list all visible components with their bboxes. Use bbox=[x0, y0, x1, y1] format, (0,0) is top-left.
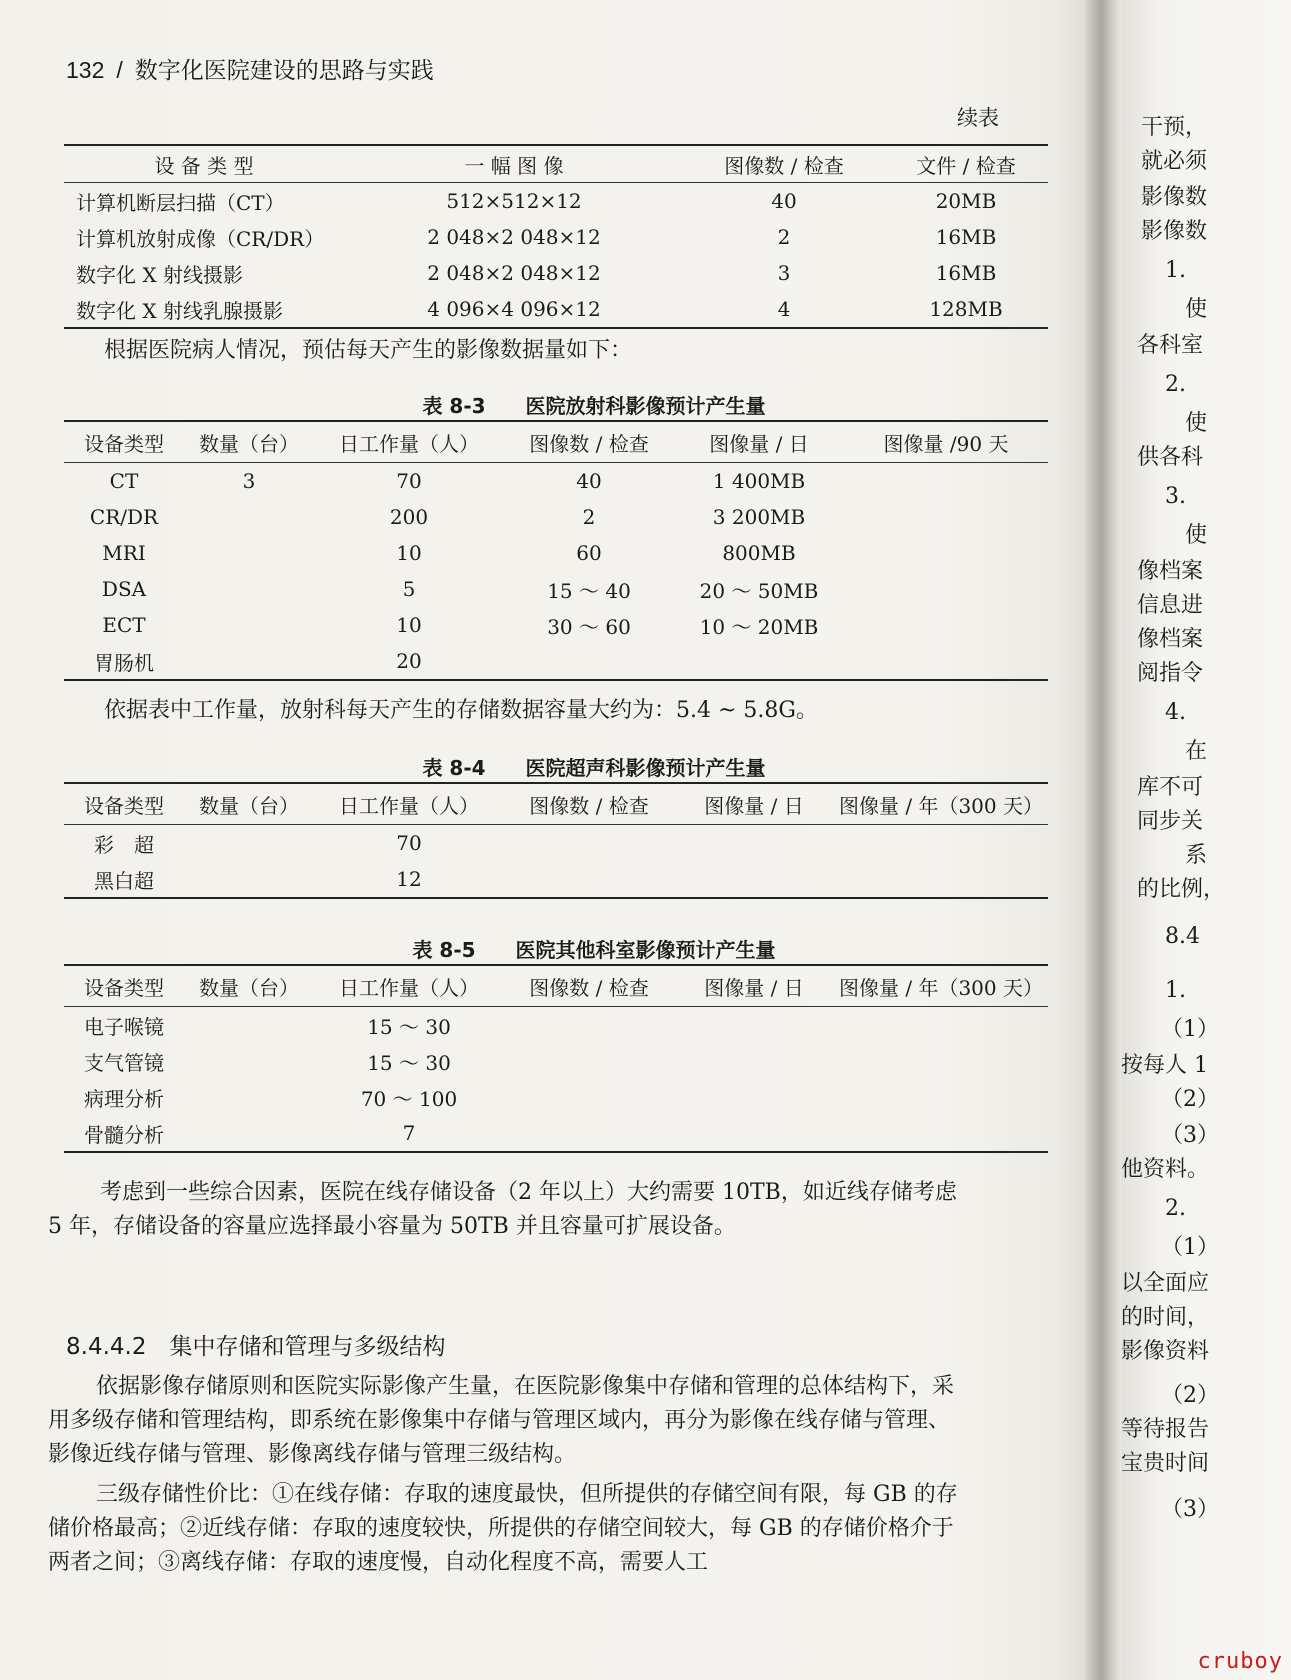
column-header: 设 备 类 型 bbox=[154, 153, 254, 178]
right-page-fragment: 就必须 bbox=[1141, 149, 1208, 174]
table-cell: 15 ～ 30 bbox=[367, 1014, 451, 1039]
column-header: 数量（台） bbox=[199, 793, 299, 818]
right-page-fragment: （1） bbox=[1161, 1017, 1219, 1042]
table-cell: 彩 超 bbox=[94, 832, 154, 857]
table-cell bbox=[844, 643, 1048, 680]
table-row bbox=[64, 825, 1048, 862]
book-title: 数字化医院建设的思路与实践 bbox=[134, 57, 434, 83]
table-cell bbox=[184, 825, 314, 862]
table-cell bbox=[504, 1007, 674, 1044]
column-header: 图像量 / 年（300 天） bbox=[839, 793, 1043, 818]
table-cell: 16MB bbox=[935, 225, 997, 249]
section-heading: 8.4.4.2 集中存储和管理与多级结构 bbox=[66, 1334, 446, 1360]
right-page-fragment: 系 bbox=[1185, 843, 1208, 868]
table-cell bbox=[674, 861, 834, 898]
para-multilevel: 依据影像存储原则和医院实际影像产生量，在医院影像集中存储和管理的总体结构下，采用多级存储和管理结构，即系统在影像集中存储与管理区域内，再分为影像在线存储与管理、影像近线存储与管理、影像离线存储与管理三级结构。 bbox=[48, 1374, 955, 1467]
right-page-fragment: 影像资料 bbox=[1121, 1339, 1210, 1364]
table-cell bbox=[184, 607, 314, 643]
table-cell: 胃肠机 bbox=[94, 650, 154, 675]
table-cell bbox=[184, 1007, 314, 1044]
right-page-fragment: （2） bbox=[1161, 1383, 1219, 1408]
column-header: 文件 / 检查 bbox=[916, 153, 1016, 178]
table-cell: 40 bbox=[576, 469, 602, 493]
column-header: 图像数 / 检查 bbox=[724, 153, 844, 178]
table-cell: 病理分析 bbox=[84, 1086, 164, 1111]
right-page-fragment: 影像数 bbox=[1141, 185, 1208, 210]
table-cell bbox=[184, 1043, 314, 1079]
para-three-level: 三级存储性价比：①在线存储：存取的速度最快，但所提供的存储空间有限，每 GB 的存储价格最高；②近线存储：存取的速度较快，所提供的存储空间较大，每 GB 的存储价格介于两者之间；③离线存储：存取的速度慢，自动化程度不高，需要人工 bbox=[48, 1482, 958, 1575]
table-cell bbox=[834, 825, 1048, 862]
right-page-fragment: 2. bbox=[1165, 372, 1186, 397]
column-header: 数量（台） bbox=[199, 431, 299, 456]
right-page-fragment: 等待报告 bbox=[1121, 1417, 1210, 1442]
right-page-fragment: 阅指令 bbox=[1137, 661, 1204, 686]
table-cell bbox=[674, 643, 844, 680]
right-page-fragment: 他资料。 bbox=[1121, 1157, 1210, 1182]
header-separator: / bbox=[116, 57, 123, 83]
column-header: 设备类型 bbox=[84, 793, 164, 818]
table-cell: 2 bbox=[582, 505, 596, 529]
right-page-fragment: 使 bbox=[1185, 411, 1208, 436]
table-cell bbox=[504, 825, 674, 862]
table-cell: 16MB bbox=[935, 261, 997, 285]
table-cell bbox=[184, 571, 314, 607]
table-continued bbox=[64, 144, 1048, 329]
right-page-fragment: 使 bbox=[1185, 523, 1208, 548]
column-header: 图像量 / 年（300 天） bbox=[839, 975, 1043, 1000]
table-row bbox=[64, 255, 1048, 291]
table-cell bbox=[184, 499, 314, 535]
table-cell bbox=[674, 1079, 834, 1115]
table-cell: 黑白超 bbox=[94, 868, 154, 893]
table-cell: 15 ～ 40 bbox=[547, 578, 631, 603]
table-cell bbox=[834, 861, 1048, 898]
table-cell bbox=[834, 1115, 1048, 1152]
para-radiology: 依据表中工作量，放射科每天产生的存储数据容量大约为：5.4 ~ 5.8G。 bbox=[104, 698, 818, 723]
table-8-5-caption: 表 8-5 医院其他科室影像预计产生量 bbox=[412, 938, 776, 962]
table-cell bbox=[834, 1043, 1048, 1079]
column-header: 日工作量（人） bbox=[339, 975, 479, 1000]
table-row bbox=[64, 183, 1048, 220]
right-page-fragment: 信息进 bbox=[1137, 593, 1204, 618]
table-row bbox=[64, 1115, 1048, 1152]
table-cell bbox=[504, 643, 674, 680]
table-cell: 骨髓分析 bbox=[84, 1122, 164, 1147]
book-gutter bbox=[1085, 0, 1121, 1680]
right-page-fragment: （1） bbox=[1161, 1235, 1219, 1260]
column-header: 图像量 / 日 bbox=[704, 975, 804, 1000]
table-row bbox=[64, 571, 1048, 607]
table-cell bbox=[504, 1043, 674, 1079]
column-header: 一 幅 图 像 bbox=[464, 153, 564, 178]
right-page-fragment: 2. bbox=[1165, 1196, 1186, 1221]
right-page-fragment: 8.4 bbox=[1165, 924, 1200, 949]
table-cell: 40 bbox=[771, 189, 797, 213]
table-cell bbox=[834, 1007, 1048, 1044]
table-cell: 20 bbox=[396, 649, 422, 673]
right-page-fragment: 供各科 bbox=[1137, 445, 1204, 470]
table-cell bbox=[844, 571, 1048, 607]
table-cell bbox=[844, 535, 1048, 571]
watermark: cruboy bbox=[1197, 1649, 1283, 1674]
continued-label: 续表 bbox=[957, 106, 999, 130]
table-cell bbox=[844, 607, 1048, 643]
para-estimate: 根据医院病人情况，预估每天产生的影像数据量如下： bbox=[104, 338, 633, 363]
table-row bbox=[64, 291, 1048, 328]
table-cell bbox=[674, 1043, 834, 1079]
right-page-fragment: 使 bbox=[1185, 297, 1208, 322]
table-row bbox=[64, 861, 1048, 898]
table-cell: 计算机放射成像（CR/DR） bbox=[76, 226, 325, 251]
table-cell: 4 096×4 096×12 bbox=[427, 297, 601, 321]
column-header: 日工作量（人） bbox=[339, 793, 479, 818]
table-row bbox=[64, 1079, 1048, 1115]
table-cell: 20MB bbox=[935, 189, 997, 213]
column-header: 图像量 /90 天 bbox=[883, 431, 1009, 456]
table-cell bbox=[504, 861, 674, 898]
table-cell: 10 bbox=[396, 541, 422, 565]
right-page-fragment: 在 bbox=[1185, 739, 1208, 764]
right-page-fragment: （3） bbox=[1161, 1123, 1219, 1148]
table-cell: 7 bbox=[402, 1121, 416, 1145]
table-cell: 5 bbox=[402, 577, 416, 601]
table-cell bbox=[184, 1115, 314, 1152]
table-row bbox=[64, 607, 1048, 643]
table-cell: 30 ～ 60 bbox=[547, 614, 631, 639]
column-header: 图像量 / 日 bbox=[704, 793, 804, 818]
column-header: 设备类型 bbox=[84, 431, 164, 456]
table-cell bbox=[184, 861, 314, 898]
right-page-fragment: 影像数 bbox=[1141, 219, 1208, 244]
table-row bbox=[64, 1007, 1048, 1044]
table-row bbox=[64, 219, 1048, 255]
right-page-fragment: 的比例， bbox=[1137, 877, 1226, 902]
table-cell: 1 400MB bbox=[712, 469, 806, 493]
table-cell bbox=[504, 1115, 674, 1152]
table-cell bbox=[834, 1079, 1048, 1115]
right-page-fragment: 按每人 1 bbox=[1121, 1053, 1208, 1078]
right-page-fragment: 同步关 bbox=[1137, 809, 1204, 834]
table-row bbox=[64, 463, 1048, 500]
table-row bbox=[64, 499, 1048, 535]
table-row bbox=[64, 1043, 1048, 1079]
right-page-fragment: （3） bbox=[1161, 1497, 1219, 1522]
right-page-fragment: 4. bbox=[1165, 700, 1186, 725]
right-page-fragment: 干预， bbox=[1141, 115, 1208, 140]
table-cell: 70 ～ 100 bbox=[360, 1086, 458, 1111]
table-cell bbox=[184, 1079, 314, 1115]
table-8-4 bbox=[64, 782, 1048, 899]
table-cell: 800MB bbox=[722, 541, 796, 565]
right-page-fragment: 像档案 bbox=[1137, 559, 1204, 584]
table-cell bbox=[844, 463, 1048, 500]
para-storage: 考虑到一些综合因素，医院在线存储设备（2 年以上）大约需要 10TB，如近线存储考虑 5 年，存储设备的容量应选择最小容量为 50TB 并且容量可扩展设备。 bbox=[48, 1180, 957, 1239]
table-cell bbox=[674, 1115, 834, 1152]
right-page-fragment: （2） bbox=[1161, 1087, 1219, 1112]
table-cell: 3 bbox=[777, 261, 791, 285]
table-cell: 支气管镜 bbox=[84, 1050, 164, 1075]
table-8-5 bbox=[64, 964, 1048, 1153]
table-cell: 计算机断层扫描（CT） bbox=[76, 190, 285, 215]
table-cell: 数字化 X 射线乳腺摄影 bbox=[76, 298, 283, 323]
table-cell: DSA bbox=[101, 577, 147, 601]
table-8-3-caption: 表 8-3 医院放射科影像预计产生量 bbox=[422, 394, 766, 418]
table-cell bbox=[844, 499, 1048, 535]
column-header: 图像量 / 日 bbox=[709, 431, 809, 456]
table-cell bbox=[184, 643, 314, 680]
right-page-fragment: 各科室 bbox=[1137, 333, 1204, 358]
table-row bbox=[64, 535, 1048, 571]
page-number: 132 bbox=[66, 57, 105, 83]
table-cell bbox=[184, 535, 314, 571]
table-cell: 12 bbox=[396, 867, 422, 891]
table-cell: 60 bbox=[576, 541, 602, 565]
column-header: 设备类型 bbox=[84, 975, 164, 1000]
table-8-4-caption: 表 8-4 医院超声科影像预计产生量 bbox=[422, 756, 766, 780]
right-page-fragment: 1. bbox=[1165, 258, 1186, 283]
column-header: 数量（台） bbox=[199, 975, 299, 1000]
table-cell: 15 ～ 30 bbox=[367, 1050, 451, 1075]
table-cell: ECT bbox=[102, 613, 146, 637]
page-header bbox=[66, 52, 434, 85]
column-header: 图像数 / 检查 bbox=[529, 431, 649, 456]
table-cell: 512×512×12 bbox=[446, 189, 582, 213]
table-cell: 3 200MB bbox=[712, 505, 806, 529]
table-8-3 bbox=[64, 420, 1048, 681]
table-cell: CT bbox=[109, 469, 139, 493]
table-cell: 4 bbox=[777, 297, 791, 321]
table-cell: 3 bbox=[242, 469, 256, 493]
right-page-fragment: 宝贵时间 bbox=[1121, 1451, 1210, 1476]
table-cell: 2 048×2 048×12 bbox=[427, 225, 601, 249]
table-cell: 128MB bbox=[929, 297, 1003, 321]
right-page-fragment: 1. bbox=[1165, 978, 1186, 1003]
column-header: 日工作量（人） bbox=[339, 431, 479, 456]
table-cell: 电子喉镜 bbox=[84, 1014, 164, 1039]
table-cell: 数字化 X 射线摄影 bbox=[76, 262, 243, 287]
table-cell: CR/DR bbox=[89, 505, 159, 529]
table-cell bbox=[674, 1007, 834, 1044]
right-page-fragment: 库不可 bbox=[1137, 775, 1204, 800]
right-page-fragment: 3. bbox=[1165, 484, 1186, 509]
table-cell: 2 048×2 048×12 bbox=[427, 261, 601, 285]
right-page-fragment: 像档案 bbox=[1137, 627, 1204, 652]
table-cell: MRI bbox=[102, 541, 146, 565]
table-cell: 10 ～ 20MB bbox=[699, 614, 819, 639]
table-row bbox=[64, 643, 1048, 680]
table-cell: 20 ～ 50MB bbox=[699, 578, 819, 603]
right-page-fragment: 的时间， bbox=[1121, 1305, 1210, 1330]
table-cell: 2 bbox=[777, 225, 791, 249]
table-cell: 10 bbox=[396, 613, 422, 637]
column-header: 图像数 / 检查 bbox=[529, 975, 649, 1000]
column-header: 图像数 / 检查 bbox=[529, 793, 649, 818]
table-cell bbox=[674, 825, 834, 862]
right-page-fragment: 以全面应 bbox=[1121, 1271, 1210, 1296]
table-cell bbox=[504, 1079, 674, 1115]
table-cell: 70 bbox=[396, 469, 422, 493]
table-cell: 200 bbox=[389, 505, 429, 529]
table-cell: 70 bbox=[396, 831, 422, 855]
